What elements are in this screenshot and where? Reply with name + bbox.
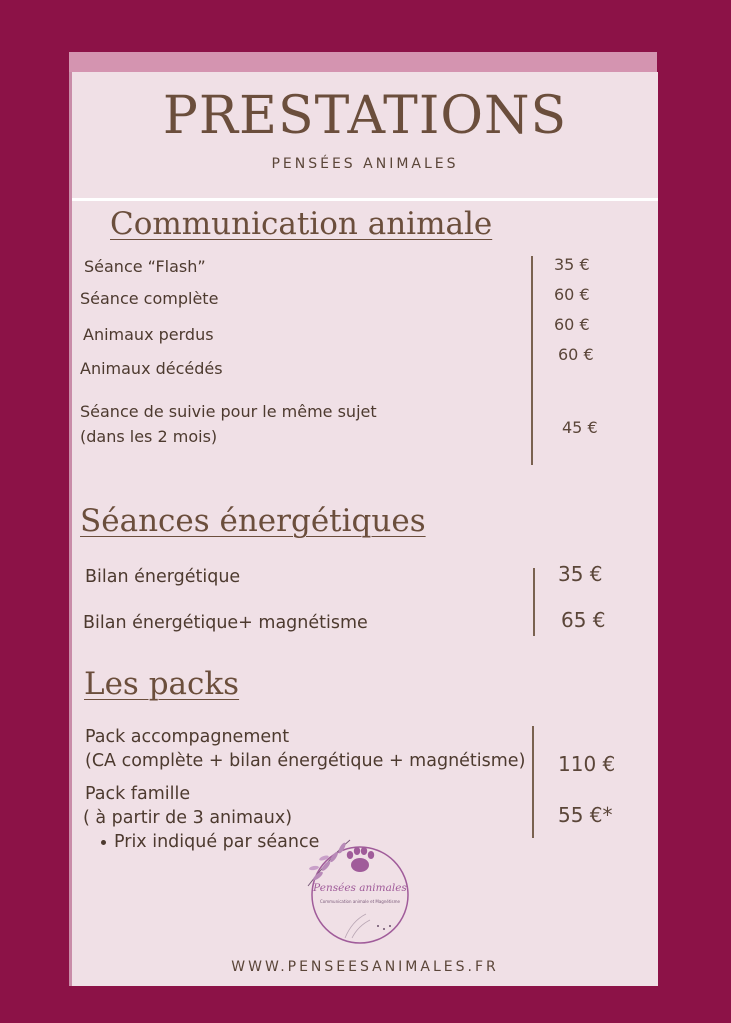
item-price-bilan: 35 €: [558, 562, 603, 586]
item-label-famille-line1: Pack famille: [85, 784, 191, 804]
item-price-famille: 55 €*: [558, 803, 613, 827]
item-price-bilan-magnetisme: 65 €: [561, 608, 606, 632]
item-label-complete: Séance complète: [80, 289, 219, 308]
brand-logo: [300, 838, 420, 948]
price-divider-communication: [531, 256, 533, 465]
price-divider-packs: [532, 726, 534, 838]
pack-note-text: Prix indiqué par séance: [114, 832, 320, 852]
item-price-suivie: 45 €: [562, 418, 598, 437]
logo-name: Pensées animales: [313, 882, 407, 894]
item-label-perdus: Animaux perdus: [83, 325, 214, 344]
top-accent-band: [69, 52, 657, 72]
bullet-icon: [101, 840, 106, 845]
item-price-accompagnement: 110 €: [558, 752, 616, 776]
item-price-perdus: 60 €: [554, 315, 590, 334]
item-price-decedes: 60 €: [558, 345, 594, 364]
pack-note: [101, 830, 319, 854]
item-price-flash: 35 €: [554, 255, 590, 274]
section-title-communication: Communication animale: [110, 206, 493, 242]
item-price-complete: 60 €: [554, 285, 590, 304]
item-label-famille-line2: ( à partir de 3 animaux): [83, 808, 293, 828]
page-subtitle: PENSÉES ANIMALES: [271, 156, 459, 172]
item-label-flash: Séance “Flash”: [84, 257, 206, 276]
section-title-energetiques: Séances énergétiques: [80, 503, 426, 539]
item-label-accompagnement-line1: Pack accompagnement: [85, 727, 290, 747]
item-label-accompagnement-line2: (CA complète + bilan énergétique + magnétisme): [85, 751, 526, 771]
item-label-decedes: Animaux décédés: [80, 359, 223, 378]
logo-tagline: Communication animale et Magnétisme: [320, 899, 400, 904]
price-divider-energetiques: [533, 568, 535, 636]
item-label-bilan: Bilan énergétique: [85, 567, 241, 587]
footer-website: WWW.PENSEESANIMALES.FR: [231, 959, 499, 975]
item-label-suivie-line1: Séance de suivie pour le même sujet: [80, 402, 377, 421]
header-divider: [72, 198, 658, 201]
item-label-bilan-magnetisme: Bilan énergétique+ magnétisme: [83, 613, 368, 633]
page-title: PRESTATIONS: [162, 86, 568, 146]
item-label-suivie-line2: (dans les 2 mois): [80, 427, 218, 446]
section-title-packs: Les packs: [84, 666, 240, 702]
